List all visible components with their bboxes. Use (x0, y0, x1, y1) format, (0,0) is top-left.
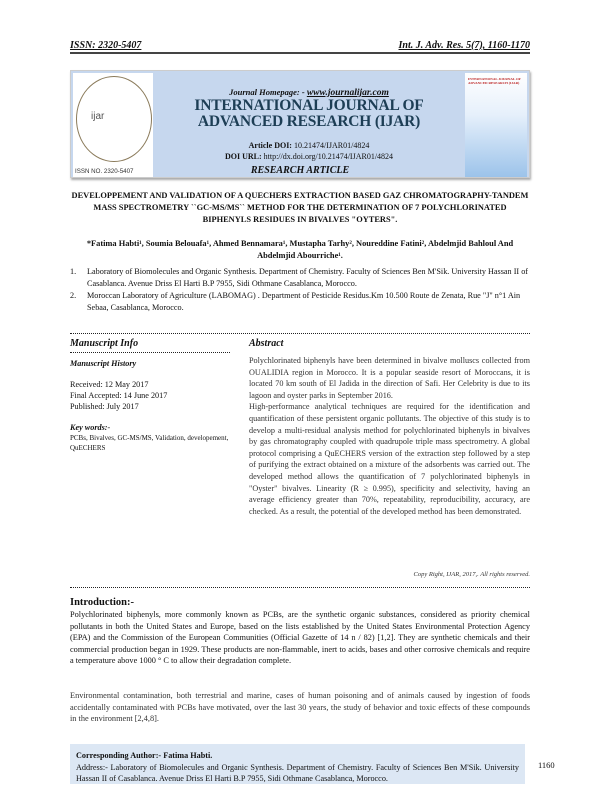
abstract-paragraph: High-performance analytical techniques are required for the identification and quantification of these persistent organic pollutants. The objective of this study is to develop a multi-residual analysis method for polychlorinated biphenyls in bivalves by gas chromatography coupled with quadrupole triple mass spectrometry. A global protocol comprising a QuECHERS version of the extraction step followed by a step of purifying the extract obtained on a mixture of the adsorbents was carried out. The developed method allows the quantification of 7 polychlorinated biphenyls in "Oyster" bivalves. Linearity (R ≥ 0.995), specificity and selectivity, having an average efficiency greater than 70%, repeatability, reproducibility, accuracy, are checked. As a result, the potential of the developed method has been demonstrated. (249, 402, 530, 516)
journal-logo (73, 73, 153, 177)
affiliation (70, 266, 530, 290)
article-title: DEVELOPPEMENT AND VALIDATION OF A QUECHERS EXTRACTION BASED GAZ CHROMATOGRAPHY-TANDEM MASS SPECTROMETRY ``GC-MS/MS`` METHOD FOR THE DETERMINATION OF 7 POLYCHLORINATED BIPHENYLS RESIDUES IN BIVALVES "OYTERS". (71, 191, 529, 224)
divider (70, 352, 230, 353)
logo-issn: ISSN NO. 2320-5407 (75, 168, 134, 175)
cover-title: INTERNATIONAL JOURNAL OF ADVANCED RESEARCH (IJAR) (468, 77, 521, 85)
abstract-body (249, 355, 530, 517)
homepage-label: Journal Homepage: - (229, 87, 305, 97)
corresponding-heading: Corresponding Author:- Fatima Habti. (76, 751, 213, 760)
published-date: Published: July 2017 (70, 402, 139, 411)
divider (70, 587, 530, 588)
accepted-date: Final Accepted: 14 June 2017 (70, 391, 168, 400)
homepage-link[interactable]: www.journalijar.com (306, 88, 389, 98)
history-heading: Manuscript History (70, 359, 137, 368)
abstract-paragraph: Polychlorinated biphenyls have been determined in bivalve molluscs collected from OUALIDIA region in Morocco. It is a popular seaside resort of Moroccans, it is located 70 km south of El Jadida in the direction of Safi. Her Celebrity is due to its lagoon and oyster parks in September 2016. (249, 356, 530, 400)
quill-book-icon (76, 76, 152, 162)
keywords: PCBs, Bivalves, GC-MS/MS, Validation, developement, QuECHERS (70, 434, 229, 452)
affiliations (70, 266, 530, 314)
running-header (70, 40, 530, 54)
received-date: Received: 12 May 2017 (70, 380, 149, 389)
journal-cover (465, 73, 527, 177)
journal-title-1: INTERNATIONAL JOURNAL OF (194, 97, 424, 114)
journal-banner (70, 70, 530, 178)
divider (70, 333, 530, 334)
journal-title-2: ADVANCED RESEARCH (IJAR) (197, 113, 421, 130)
citation: Int. J. Adv. Res. 5(7), 1160-1170 (398, 40, 530, 51)
doi-url-label: DOI URL: (224, 152, 262, 161)
introduction-heading: Introduction:- (70, 597, 134, 608)
affiliation (70, 290, 530, 314)
affiliation-number: 2. (70, 291, 77, 300)
issn: ISSN: 2320-5407 (70, 40, 142, 51)
keywords-heading: Key words:- (70, 423, 111, 432)
corresponding-author-box (70, 744, 525, 784)
affiliation-text: Moroccan Laboratory of Agriculture (LABOMAG) . Department of Pesticide Residus.Km 10.500 Route de Zenata, Rue "J" n°1 Ain Sebaa, Casablanca, Morocco. (87, 291, 521, 312)
intro-paragraph: Polychlorinated biphenyls, more commonly known as PCBs, are the synthetic organic substances, considered as priority chemical pollutants in both the United States and Europe, based on the lists established by the United States Environmental Protection Agency (EPA) and the Commission of the European Communities (Official Gazette of 14 n / 82) [1,2]. They are synthetic chemicals and their commercial production began in 1929. These products are non-flammable, inert to acids, bases and other corrosive chemicals and require a temperature above 1000 ° C to allow their degradation complete. (70, 610, 530, 666)
doi-label: Article DOI: (248, 141, 292, 150)
manuscript-info (70, 358, 235, 453)
affiliation-text: Laboratory of Biomolecules and Organic Synthesis. Department of Chemistry. Faculty of Sciences Ben M'Sik. University Hassan II of Casablanca. Avenue Driss El Harti B.P 7955, Sidi Othmane Casablanca, Morocco. (87, 267, 529, 288)
article-type: RESEARCH ARTICLE (250, 165, 350, 176)
doi: 10.21474/IJAR01/4824 (293, 141, 370, 150)
doi-url[interactable]: http://dx.doi.org/10.21474/IJAR01/4824 (263, 152, 394, 161)
authors: *Fatima Habti¹, Soumia Belouafa¹, Ahmed Bennamara¹, Mustapha Tarhy², Noureddine Fatini², Abdelmjid Bahloul And Abdelmjid Abourriche¹. (86, 239, 514, 260)
intro-paragraph: Environmental contamination, both terrestrial and marine, cases of human poisoning and of animals caused by ingestion of foods accidentally contaminated with PCBs have motivated, over the last 30 years, the study of behavior and toxic effects of these compounds in the environment [2,4,8]. (70, 691, 530, 724)
page-number: 1160 (538, 760, 555, 770)
corresponding-address: Address:- Laboratory of Biomolecules and Organic Synthesis. Department of Chemistry. Faculty of Sciences Ben M'Sik. University Hassan II of Casablanca. Avenue Driss El Harti B.P 7955, Sidi Othmane Casablanca, Morocco. (76, 762, 519, 784)
copyright: Copy Right, IJAR, 2017,. All rights reserved. (413, 571, 530, 578)
affiliation-number: 1. (70, 267, 77, 276)
logo-text: ijar (91, 111, 105, 122)
manuscript-info-heading: Manuscript Info (70, 338, 139, 349)
abstract-heading: Abstract (249, 338, 284, 349)
